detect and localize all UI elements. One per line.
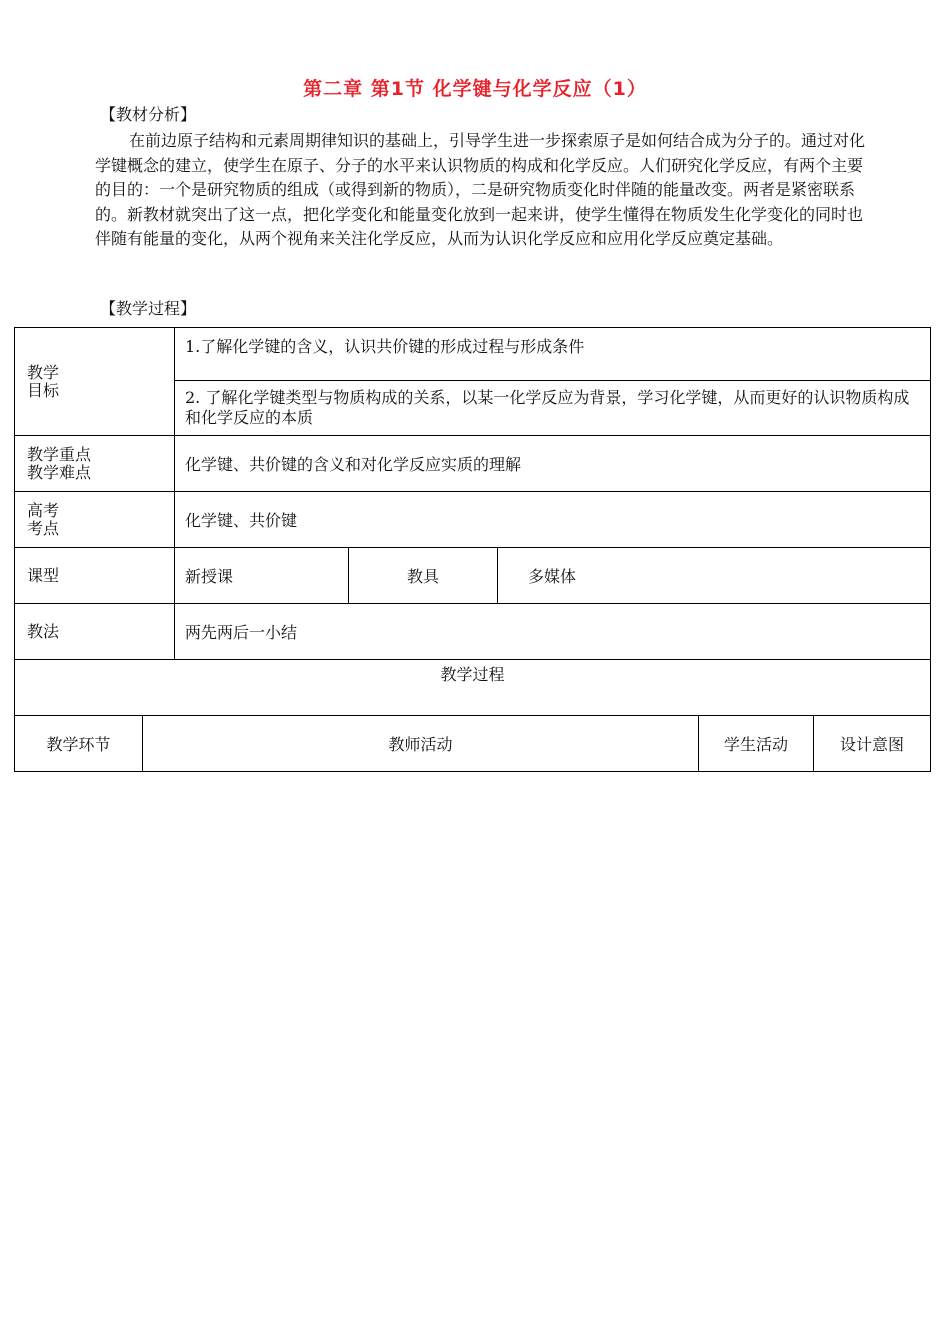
page-title: 第二章 第1节 化学键与化学反应（1） [303, 78, 647, 100]
teaching-method-label: 教法 [15, 604, 175, 660]
teaching-tools-value: 多媒体 [498, 548, 931, 604]
goals-label: 教学 目标 [15, 328, 175, 436]
analysis-heading: 【教材分析】 [100, 105, 197, 124]
teaching-method-value: 两先两后一小结 [175, 604, 931, 660]
lesson-type-value: 新授课 [175, 548, 349, 604]
key-difficulty-label: 教学重点 教学难点 [15, 436, 175, 492]
column-student-activity: 学生活动 [699, 716, 814, 772]
lesson-type-label: 课型 [15, 548, 175, 604]
column-stage: 教学环节 [15, 716, 143, 772]
key-difficulty-value: 化学键、共价键的含义和对化学反应实质的理解 [175, 436, 931, 492]
column-teacher-activity: 教师活动 [143, 716, 699, 772]
process-title-cell: 教学过程 [15, 660, 931, 716]
teaching-tools-label: 教具 [349, 548, 498, 604]
exam-point-value: 化学键、共价键 [175, 492, 931, 548]
analysis-paragraph: 在前边原子结构和元素周期律知识的基础上，引导学生进一步探索原子是如何结合成为分子的。通过对化学键概念的建立，使学生在原子、分子的水平来认识物质的构成和化学反应。人们研究化学反应，有两个主要的目的：一个是研究物质的组成（或得到新的物质），二是研究物质变化时伴随的能量改变。两者是紧密联系的。新教材就突出了这一点，把化学变化和能量变化放到一起来讲，使学生懂得在物质发生化学变化的同时也伴随有能量的变化，从两个视角来关注化学反应，从而为认识化学反应和应用化学反应奠定基础。 [95, 131, 866, 248]
goal-1: 1.了解化学键的含义，认识共价键的形成过程与形成条件 [175, 328, 931, 381]
process-table [14, 715, 931, 772]
goal-2: 2. 了解化学键类型与物质构成的关系，以某一化学反应为背景，学习化学键，从而更好的认识物质构成和化学反应的本质 [175, 381, 931, 436]
process-heading: 【教学过程】 [100, 299, 197, 318]
column-design-intent: 设计意图 [814, 716, 931, 772]
exam-point-label: 高考 考点 [15, 492, 175, 548]
lesson-info-table [14, 327, 931, 716]
